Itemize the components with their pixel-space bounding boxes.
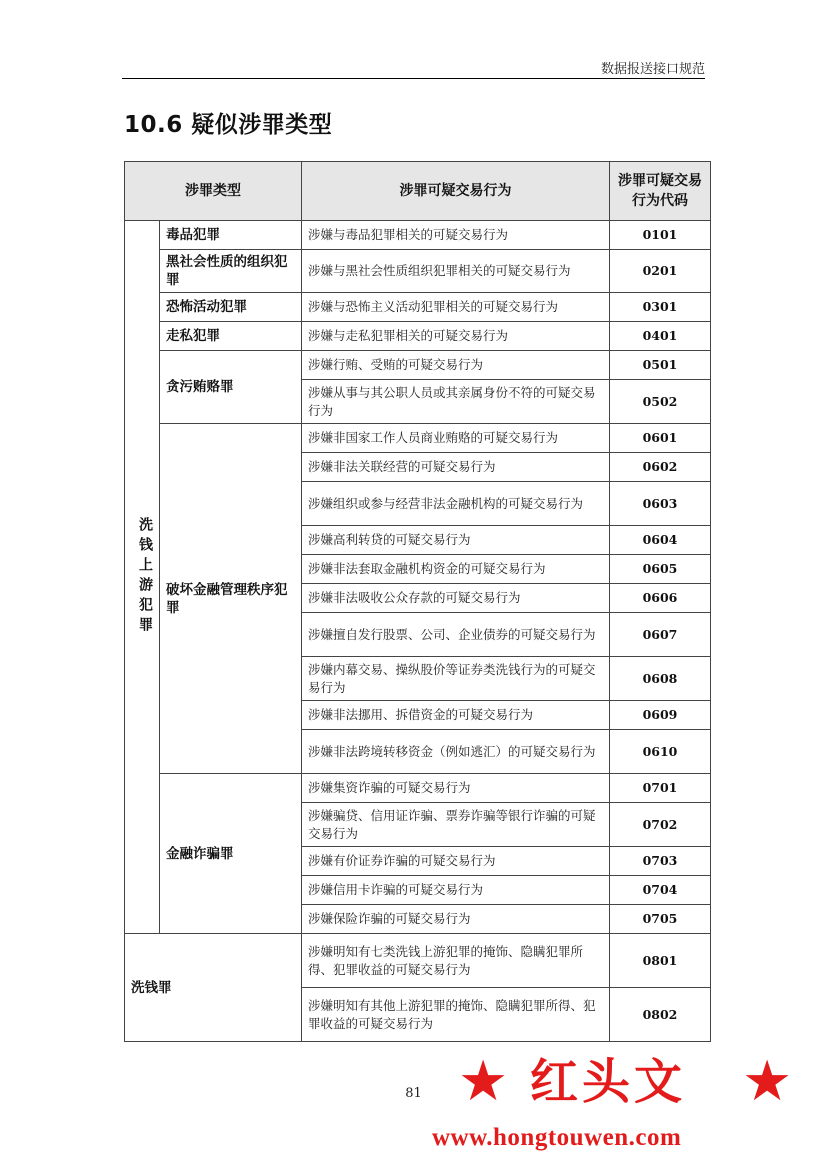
table-row <box>125 293 711 322</box>
header-suspicious-behavior: 涉罪可疑交易行为 <box>302 162 610 221</box>
behavior-cell: 涉嫌内幕交易、操纵股价等证券类洗钱行为的可疑交易行为 <box>302 657 610 701</box>
behavior-cell: 涉嫌高利转贷的可疑交易行为 <box>302 526 610 555</box>
code-cell: 0401 <box>610 322 711 351</box>
behavior-cell: 涉嫌明知有其他上游犯罪的掩饰、隐瞒犯罪所得、犯罪收益的可疑交易行为 <box>302 988 610 1042</box>
code-cell: 0608 <box>610 657 711 701</box>
behavior-cell: 涉嫌擅自发行股票、公司、企业债券的可疑交易行为 <box>302 613 610 657</box>
category-financial-order: 破坏金融管理秩序犯罪 <box>160 424 302 774</box>
section-title: 10.6 疑似涉罪类型 <box>124 112 333 138</box>
code-cell: 0606 <box>610 584 711 613</box>
star-icon: ★ <box>742 1049 793 1114</box>
code-cell: 0201 <box>610 250 711 293</box>
behavior-cell: 涉嫌有价证券诈骗的可疑交易行为 <box>302 847 610 876</box>
behavior-cell: 涉嫌集资诈骗的可疑交易行为 <box>302 774 610 803</box>
header-crime-type: 涉罪类型 <box>125 162 302 221</box>
code-cell: 0704 <box>610 876 711 905</box>
code-cell: 0602 <box>610 453 711 482</box>
category-money-laundering: 洗钱罪 <box>125 934 302 1042</box>
category-smuggling: 走私犯罪 <box>160 322 302 351</box>
code-cell: 0802 <box>610 988 711 1042</box>
category-drug: 毒品犯罪 <box>160 221 302 250</box>
table-row <box>125 934 711 988</box>
table-row <box>125 322 711 351</box>
group-label-text: 洗钱上游犯罪 <box>137 517 153 637</box>
behavior-cell: 涉嫌非法吸收公众存款的可疑交易行为 <box>302 584 610 613</box>
code-cell: 0701 <box>610 774 711 803</box>
code-cell: 0705 <box>610 905 711 934</box>
behavior-cell: 涉嫌非法挪用、拆借资金的可疑交易行为 <box>302 701 610 730</box>
behavior-cell: 涉嫌非法跨境转移资金（例如逃汇）的可疑交易行为 <box>302 730 610 774</box>
behavior-cell: 涉嫌非法套取金融机构资金的可疑交易行为 <box>302 555 610 584</box>
table-row <box>125 351 711 380</box>
crime-type-table <box>124 161 711 1042</box>
running-header: 数据报送接口规范 <box>600 62 705 77</box>
behavior-cell: 涉嫌组织或参与经营非法金融机构的可疑交易行为 <box>302 482 610 526</box>
behavior-cell: 涉嫌骗贷、信用证诈骗、票券诈骗等银行诈骗的可疑交易行为 <box>302 803 610 847</box>
behavior-cell: 涉嫌与走私犯罪相关的可疑交易行为 <box>302 322 610 351</box>
code-cell: 0601 <box>610 424 711 453</box>
group-label-predicate-crimes <box>125 221 160 934</box>
behavior-cell: 涉嫌从事与其公职人员或其亲属身份不符的可疑交易行为 <box>302 380 610 424</box>
table-row <box>125 250 711 293</box>
code-cell: 0610 <box>610 730 711 774</box>
code-cell: 0501 <box>610 351 711 380</box>
behavior-cell: 涉嫌与恐怖主义活动犯罪相关的可疑交易行为 <box>302 293 610 322</box>
star-icon: ★ <box>458 1049 509 1114</box>
behavior-cell: 涉嫌信用卡诈骗的可疑交易行为 <box>302 876 610 905</box>
behavior-cell: 涉嫌非国家工作人员商业贿赂的可疑交易行为 <box>302 424 610 453</box>
code-cell: 0301 <box>610 293 711 322</box>
code-cell: 0605 <box>610 555 711 584</box>
header-divider <box>122 78 705 79</box>
behavior-cell: 涉嫌与黑社会性质组织犯罪相关的可疑交易行为 <box>302 250 610 293</box>
category-financial-fraud: 金融诈骗罪 <box>160 774 302 934</box>
behavior-cell: 涉嫌与毒品犯罪相关的可疑交易行为 <box>302 221 610 250</box>
category-mafia: 黑社会性质的组织犯罪 <box>160 250 302 293</box>
behavior-cell: 涉嫌保险诈骗的可疑交易行为 <box>302 905 610 934</box>
code-cell: 0801 <box>610 934 711 988</box>
table-header-row <box>125 162 711 221</box>
table-row <box>125 221 711 250</box>
category-corruption: 贪污贿赂罪 <box>160 351 302 424</box>
page-number: 81 <box>405 1086 422 1101</box>
table-row <box>125 774 711 803</box>
table-row <box>125 424 711 453</box>
code-cell: 0101 <box>610 221 711 250</box>
code-cell: 0607 <box>610 613 711 657</box>
code-cell: 0702 <box>610 803 711 847</box>
code-cell: 0703 <box>610 847 711 876</box>
code-cell: 0603 <box>610 482 711 526</box>
watermark-url: www.hongtouwen.com <box>432 1124 682 1151</box>
code-cell: 0502 <box>610 380 711 424</box>
code-cell: 0609 <box>610 701 711 730</box>
category-terror: 恐怖活动犯罪 <box>160 293 302 322</box>
code-cell: 0604 <box>610 526 711 555</box>
behavior-cell: 涉嫌非法关联经营的可疑交易行为 <box>302 453 610 482</box>
behavior-cell: 涉嫌明知有七类洗钱上游犯罪的掩饰、隐瞒犯罪所得、犯罪收益的可疑交易行为 <box>302 934 610 988</box>
behavior-cell: 涉嫌行贿、受贿的可疑交易行为 <box>302 351 610 380</box>
header-behavior-code: 涉罪可疑交易行为代码 <box>610 162 711 221</box>
watermark-title: 红头文 <box>530 1054 687 1110</box>
